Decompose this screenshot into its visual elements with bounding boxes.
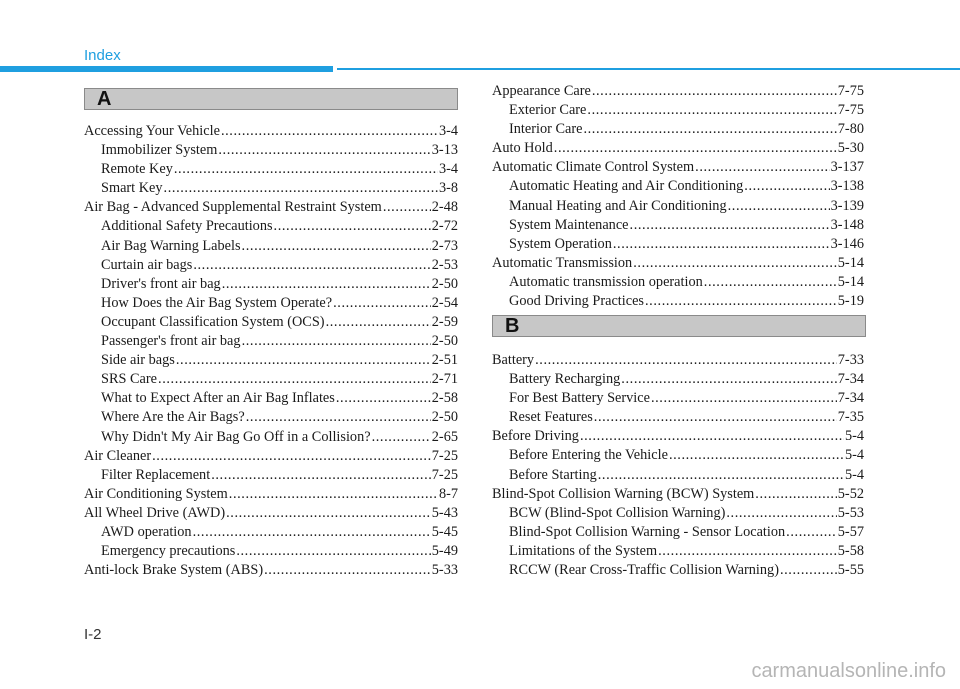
index-entry: [84, 561, 458, 580]
index-entry-title: Filter Replacement: [101, 466, 211, 483]
index-entry-leader: [336, 389, 431, 408]
index-entry-page: 2-51: [431, 352, 458, 369]
index-entry-page: 7-75: [837, 83, 864, 99]
index-entry-title: Driver's front air bag: [101, 275, 221, 292]
index-entry-title: Exterior Care: [509, 102, 587, 119]
index-entry-leader: [755, 485, 836, 504]
index-entry-leader: [222, 275, 431, 294]
index-entry-page: 5-14: [837, 254, 864, 271]
index-entry-title: Side air bags: [101, 352, 175, 369]
index-entry-title: Automatic Transmission: [492, 254, 633, 271]
index-entry-page: 7-80: [837, 121, 864, 138]
index-entry-title: AWD operation: [101, 523, 192, 540]
index-entry-title: Auto Hold: [492, 140, 553, 157]
index-entry-leader: [274, 217, 431, 236]
index-entry-leader: [242, 332, 431, 351]
index-entry-leader: [174, 160, 438, 179]
index-entry-page: 2-73: [431, 237, 458, 254]
index-entry-page: 5-52: [837, 485, 864, 502]
index-entry-leader: [598, 466, 844, 485]
index-entry: [84, 275, 458, 294]
index-entry-title: Before Driving: [492, 428, 579, 445]
index-entry-page: 2-65: [431, 428, 458, 445]
index-entry-title: Air Cleaner: [84, 447, 152, 464]
index-entry-page: 5-57: [837, 523, 864, 540]
index-entry-page: 5-53: [837, 504, 864, 521]
index-entry: [492, 139, 864, 158]
index-entry-page: 2-53: [431, 256, 458, 273]
index-entry-leader: [633, 254, 837, 273]
index-entry: [84, 542, 458, 561]
index-entry: [492, 216, 864, 235]
index-entry-title: System Operation: [509, 235, 612, 252]
index-entry-title: Before Entering the Vehicle: [509, 447, 668, 464]
index-entry-page: 5-4: [844, 447, 864, 464]
index-entry-title: Automatic Climate Control System: [492, 159, 695, 176]
index-entry-title: Automatic Heating and Air Conditioning: [509, 178, 744, 195]
index-entry-page: 5-43: [431, 504, 458, 521]
index-entry-page: 2-48: [431, 199, 458, 216]
index-entry-title: Passenger's front air bag: [101, 333, 241, 350]
index-entry-title: Interior Care: [509, 121, 583, 138]
index-entry-leader: [645, 292, 837, 311]
index-entry-page: 2-58: [431, 390, 458, 407]
index-entry: [84, 122, 458, 141]
index-entry: [492, 370, 864, 389]
index-entry-title: For Best Battery Service: [509, 390, 650, 407]
index-entry: [492, 523, 864, 542]
index-entry-leader: [333, 294, 431, 313]
index-entry-title: Curtain air bags: [101, 256, 193, 273]
index-entry: [492, 542, 864, 561]
index-entry: [492, 351, 864, 370]
index-entry-leader: [621, 370, 836, 389]
index-entry-page: 7-35: [837, 409, 864, 426]
index-entry: [492, 120, 864, 139]
index-entry-page: 7-34: [837, 371, 864, 388]
index-entry-leader: [594, 408, 837, 427]
index-entry-leader: [158, 370, 431, 389]
index-entry-title: Blind-Spot Collision Warning - Sensor Location: [509, 523, 786, 540]
index-entry: [492, 561, 864, 580]
index-header-label: Index: [84, 47, 121, 64]
index-entry-leader: [669, 446, 844, 465]
index-entry-page: 5-4: [844, 428, 864, 445]
index-entry-leader: [587, 101, 836, 120]
index-entry: [84, 332, 458, 351]
header-rule: [337, 68, 960, 70]
index-entry-leader: [236, 542, 430, 561]
index-entry-title: Appearance Care: [492, 83, 591, 99]
index-entry: [84, 217, 458, 236]
index-entry-page: 5-45: [431, 523, 458, 540]
index-entry-page: 5-49: [431, 543, 458, 560]
index-entry: [84, 504, 458, 523]
index-entry-title: Before Starting: [509, 466, 597, 483]
index-entry: [84, 141, 458, 160]
index-entry-leader: [372, 428, 431, 447]
index-entry: [84, 256, 458, 275]
index-entry-title: Good Driving Practices: [509, 293, 644, 310]
index-entry-leader: [726, 504, 836, 523]
index-entry-page: 3-13: [431, 142, 458, 159]
index-entry: [84, 179, 458, 198]
index-entry-title: Manual Heating and Air Conditioning: [509, 197, 727, 214]
index-entry-title: Battery Recharging: [509, 371, 621, 388]
index-entry-leader: [383, 198, 431, 217]
index-entry-leader: [786, 523, 837, 542]
index-entry-page: 2-54: [431, 294, 458, 311]
index-entry-leader: [242, 237, 431, 256]
index-entry-page: 5-58: [837, 542, 864, 559]
index-entry: [492, 177, 864, 196]
index-entry-leader: [193, 256, 430, 275]
watermark[interactable]: carmanualsonline.info: [751, 660, 946, 682]
index-entry-leader: [630, 216, 830, 235]
index-entry: [492, 158, 864, 177]
index-entry-page: 3-148: [830, 216, 864, 233]
index-entry: [492, 101, 864, 120]
index-entry-leader: [780, 561, 837, 580]
index-entry: [492, 82, 864, 101]
index-entry: [492, 254, 864, 273]
index-entry-page: 3-139: [830, 197, 864, 214]
index-entry-title: How Does the Air Bag System Operate?: [101, 294, 333, 311]
index-entry: [492, 292, 864, 311]
index-entry: [492, 504, 864, 523]
section-header-a: [84, 88, 458, 110]
index-entry-title: Battery: [492, 352, 535, 368]
index-entry: [84, 408, 458, 427]
index-entry-title: Emergency precautions: [101, 543, 236, 560]
index-entry: [84, 198, 458, 217]
index-entry-leader: [535, 351, 837, 370]
right-column-a-entries: [492, 82, 864, 311]
index-entry-leader: [695, 158, 830, 177]
index-entry-leader: [221, 122, 438, 141]
index-entry: [84, 523, 458, 542]
index-entry-leader: [193, 523, 431, 542]
index-entry-title: Air Conditioning System: [84, 485, 228, 502]
index-entry-title: All Wheel Drive (AWD): [84, 504, 226, 521]
index-entry-title: SRS Care: [101, 371, 158, 388]
index-entry-title: Smart Key: [101, 180, 163, 197]
index-entry-title: System Maintenance: [509, 216, 629, 233]
index-entry-leader: [164, 179, 438, 198]
header-accent-bar: [0, 66, 333, 72]
index-entry-leader: [744, 177, 829, 196]
index-entry-title: Where Are the Air Bags?: [101, 409, 245, 426]
index-entry-title: Why Didn't My Air Bag Go Off in a Collision?: [101, 428, 371, 445]
index-entry-title: Blind-Spot Collision Warning (BCW) System: [492, 485, 755, 502]
index-entry-page: 7-25: [431, 466, 458, 483]
index-entry-page: 5-55: [837, 562, 864, 579]
index-entry: [492, 485, 864, 504]
index-entry-leader: [580, 427, 844, 446]
index-entry-leader: [728, 197, 830, 216]
index-entry-title: Air Bag - Advanced Supplemental Restraint System: [84, 199, 382, 216]
index-entry: [84, 351, 458, 370]
index-entry-page: 7-33: [837, 352, 864, 368]
index-entry-leader: [226, 504, 431, 523]
index-entry-title: Accessing Your Vehicle: [84, 123, 220, 139]
section-letter-b: B: [505, 315, 520, 337]
index-entry-leader: [152, 447, 431, 466]
index-entry: [84, 370, 458, 389]
section-letter-a: A: [97, 88, 112, 110]
index-entry-page: 2-50: [431, 409, 458, 426]
index-entry-page: 5-33: [431, 562, 458, 579]
index-entry-leader: [229, 485, 438, 504]
left-column-entries: [84, 122, 458, 580]
index-entry-title: Reset Features: [509, 409, 593, 426]
index-entry-title: Remote Key: [101, 161, 173, 178]
index-entry-leader: [592, 82, 837, 101]
index-entry-page: 8-7: [438, 485, 458, 502]
index-entry-page: 3-8: [438, 180, 458, 197]
index-entry: [492, 408, 864, 427]
index-entry: [492, 389, 864, 408]
index-entry-page: 5-14: [837, 273, 864, 290]
index-entry: [84, 160, 458, 179]
section-header-b: [492, 315, 866, 337]
index-entry-leader: [613, 235, 830, 254]
index-entry-page: 3-138: [830, 178, 864, 195]
index-entry-page: 7-25: [431, 447, 458, 464]
index-entry: [84, 447, 458, 466]
index-entry-leader: [554, 139, 837, 158]
index-entry: [84, 466, 458, 485]
index-entry-page: 3-146: [830, 235, 864, 252]
index-entry-page: 2-72: [431, 218, 458, 235]
index-entry-page: 2-71: [431, 371, 458, 388]
index-entry-title: RCCW (Rear Cross-Traffic Collision Warning): [509, 562, 779, 579]
index-entry: [84, 485, 458, 504]
index-entry: [84, 313, 458, 332]
index-entry-leader: [704, 273, 837, 292]
index-entry-leader: [651, 389, 837, 408]
index-entry-title: Air Bag Warning Labels: [101, 237, 241, 254]
index-entry-page: 2-50: [431, 333, 458, 350]
index-entry-page: 7-34: [837, 390, 864, 407]
index-entry-title: Automatic transmission operation: [509, 273, 703, 290]
index-entry-title: What to Expect After an Air Bag Inflates: [101, 390, 335, 407]
index-entry: [492, 273, 864, 292]
index-entry: [84, 428, 458, 447]
index-entry-page: 5-30: [837, 140, 864, 157]
index-entry-page: 3-4: [438, 161, 458, 178]
index-entry: [492, 446, 864, 465]
index-entry-leader: [218, 141, 430, 160]
index-entry-title: Immobilizer System: [101, 142, 218, 159]
index-entry-leader: [326, 313, 431, 332]
page-number: I-2: [84, 626, 102, 643]
index-entry-page: 2-50: [431, 275, 458, 292]
index-entry: [492, 197, 864, 216]
index-entry-page: 3-4: [438, 123, 458, 139]
index-entry: [492, 235, 864, 254]
index-entry-title: Occupant Classification System (OCS): [101, 313, 325, 330]
index-entry-title: Anti-lock Brake System (ABS): [84, 562, 264, 579]
index-entry-page: 2-59: [431, 313, 458, 330]
index-entry: [492, 427, 864, 446]
index-entry-page: 7-75: [837, 102, 864, 119]
index-entry-title: BCW (Blind-Spot Collision Warning): [509, 504, 726, 521]
index-entry: [84, 237, 458, 256]
index-entry-leader: [658, 542, 837, 561]
index-entry-leader: [264, 561, 431, 580]
index-entry: [84, 389, 458, 408]
index-entry-leader: [176, 351, 431, 370]
index-entry-page: 3-137: [830, 159, 864, 176]
index-entry-leader: [246, 408, 431, 427]
index-entry-leader: [211, 466, 431, 485]
index-entry-title: Limitations of the System: [509, 542, 658, 559]
index-entry-page: 5-19: [837, 293, 864, 310]
index-entry: [492, 466, 864, 485]
index-entry: [84, 294, 458, 313]
index-entry-page: 5-4: [844, 466, 864, 483]
index-entry-leader: [583, 120, 836, 139]
right-column-b-entries: [492, 351, 864, 580]
index-entry-title: Additional Safety Precautions: [101, 218, 273, 235]
